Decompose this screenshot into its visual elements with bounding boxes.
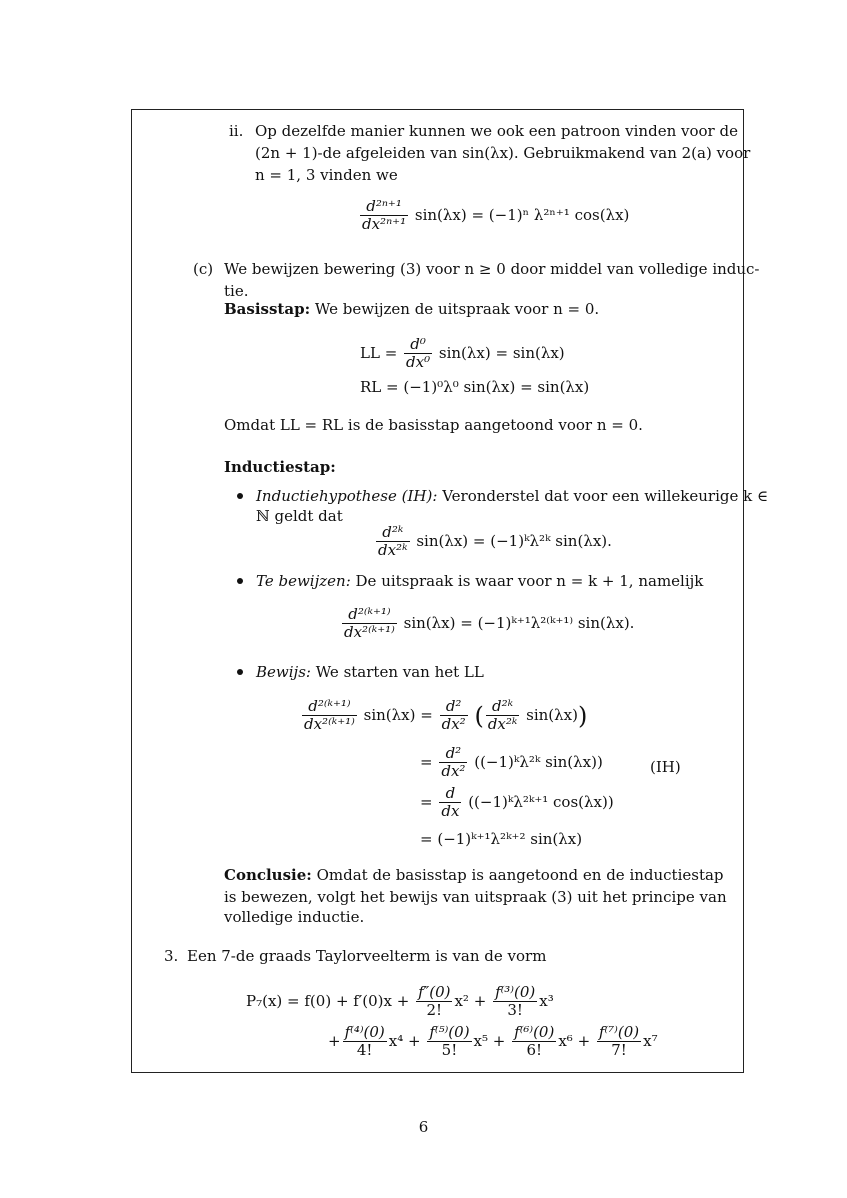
ih-tag: (IH) xyxy=(650,758,681,776)
fraction: $\frac{\text{d⁰}}{\text{dx⁰}}$ xyxy=(406,335,431,372)
fraction: $\frac{\text{f⁽³⁾(0)}}{3!}$ xyxy=(495,983,536,1020)
equation-ll: LL = $\frac{\text{d⁰}}{\text{dx⁰}}$ sin(λx) = sin(λx) xyxy=(360,335,565,372)
paragraph-line: Een 7-de graads Taylorveelterm is van de vorm xyxy=(187,947,547,965)
equation-to-prove: $\frac{\text{d²⁽ᵏ⁺¹⁾}}{\text{dx²⁽ᵏ⁺¹⁾}}$ sin(λx) = (−1)ᵏ⁺¹λ²⁽ᵏ⁺¹⁾ sin(λx). xyxy=(344,605,635,642)
fraction: $\frac{d}{dx}$ xyxy=(441,784,460,821)
ih-line: Inductiehypothese (IH): Veronderstel dat voor een willekeurige k ∈ xyxy=(256,487,769,505)
fraction: $\frac{\text{d²}}{\text{dx²}}$ xyxy=(441,744,466,781)
equation-ih: $\frac{\text{d²ᵏ}}{\text{dx²ᵏ}}$ sin(λx) = (−1)ᵏλ²ᵏ sin(λx). xyxy=(378,523,612,560)
paragraph-line: We bewijzen bewering (3) voor n ≥ 0 door middel van volledige induc- xyxy=(224,260,760,278)
page-number: 6 xyxy=(418,1118,429,1136)
fraction: $\frac{\text{d²}}{\text{dx²}}$ xyxy=(441,697,466,734)
fraction: $\frac{\text{d²ᵏ}}{\text{dx²ᵏ}}$ xyxy=(378,523,408,560)
bullet xyxy=(237,578,243,584)
fraction: $\frac{\text{d²⁽ᵏ⁺¹⁾}}{\text{dx²⁽ᵏ⁺¹⁾}}$ xyxy=(344,605,395,642)
fraction: $\frac{\text{d²ⁿ⁺¹}}{\text{dx²ⁿ⁺¹}}$ xyxy=(362,197,407,234)
proof-step-1: $\frac{\text{d²⁽ᵏ⁺¹⁾}}{\text{dx²⁽ᵏ⁺¹⁾}}$ sin(λx) = $\frac{\text{d²}}{\text{dx²}}$ ( $\frac{\text{d²ᵏ}}{\text{dx²ᵏ}}$ sin(λx)) xyxy=(304,697,588,734)
fraction: $\frac{\text{f⁽⁷⁾(0)}}{7!}$ xyxy=(598,1023,640,1060)
basis-heading: Basisstap: xyxy=(224,300,311,318)
fraction: $\frac{\text{d²ᵏ}}{\text{dx²ᵏ}}$ xyxy=(487,697,518,734)
fraction: $\frac{\text{f⁽⁶⁾(0)}}{6!}$ xyxy=(514,1023,555,1060)
conclusion-line: volledige inductie. xyxy=(224,908,365,926)
ih-line2: ℕ geldt dat xyxy=(256,507,343,525)
proof-step-4: = (−1)ᵏ⁺¹λ²ᵏ⁺² sin(λx) xyxy=(420,830,583,848)
fraction: $\frac{\text{f⁽⁵⁾(0)}}{5!}$ xyxy=(429,1023,470,1060)
equation-rl: RL = (−1)⁰λ⁰ sin(λx) = sin(λx) xyxy=(360,378,590,396)
conclusion-line: is bewezen, volgt het bewijs van uitspraak (3) uit het principe van xyxy=(224,888,727,906)
basis-line: Basisstap: We bewijzen de uitspraak voor n = 0. xyxy=(224,300,600,318)
fraction: $\frac{f''(0)}{2!}$ xyxy=(418,983,451,1020)
fraction: $\frac{\text{d²⁽ᵏ⁺¹⁾}}{\text{dx²⁽ᵏ⁺¹⁾}}$ xyxy=(304,697,355,734)
bullet xyxy=(237,669,243,675)
fraction: $\frac{\text{f⁽⁴⁾(0)}}{4!}$ xyxy=(344,1023,385,1060)
to-prove-line: Te bewijzen: De uitspraak is waar voor n = k + 1, namelijk xyxy=(256,572,704,590)
item-label-3: 3. xyxy=(164,947,179,965)
paragraph-line: tie. xyxy=(224,282,249,300)
proof-step-3: = $\frac{d}{dx}$ ((−1)ᵏλ²ᵏ⁺¹ cos(λx)) xyxy=(420,784,614,821)
equation-odd-derivative: $\frac{\text{d²ⁿ⁺¹}}{\text{dx²ⁿ⁺¹}}$ sin(λx) = (−1)ⁿ λ²ⁿ⁺¹ cos(λx) xyxy=(362,197,630,234)
item-label-ii: ii. xyxy=(229,122,244,140)
proof-line: Bewijs: We starten van het LL xyxy=(256,663,484,681)
paragraph-line: Op dezelfde manier kunnen we ook een patroon vinden voor de xyxy=(255,122,738,140)
basis-conclusion: Omdat LL = RL is de basisstap aangetoond voor n = 0. xyxy=(224,416,643,434)
bullet xyxy=(237,493,243,499)
paragraph-line: (2n + 1)-de afgeleiden van sin(λx). Gebruikmakend van 2(a) voor xyxy=(255,144,751,162)
proof-step-2: = $\frac{\text{d²}}{\text{dx²}}$ ((−1)ᵏλ²ᵏ sin(λx)) xyxy=(420,744,603,781)
induction-heading: Inductiestap: xyxy=(224,458,336,476)
taylor-line-1: P₇(x) = f(0) + f′(0)x + $\frac{f''(0)}{2!}$ x² + $\frac{\text{f⁽³⁾(0)}}{3!}$ x³ xyxy=(246,983,554,1020)
conclusion-line: Conclusie: Omdat de basisstap is aangetoond en de inductiestap xyxy=(224,866,724,884)
item-label-c: (c) xyxy=(193,260,214,278)
taylor-line-2: + $\frac{\text{f⁽⁴⁾(0)}}{4!}$ x⁴ + $\frac{\text{f⁽⁵⁾(0)}}{5!}$ x⁵ + $\frac{\text{f⁽⁶⁾(0)}}{6!}$ x⁶ + $\frac{\text{f⁽⁷⁾(0)}}{7!}$ x⁷ xyxy=(328,1023,658,1060)
paragraph-line: n = 1, 3 vinden we xyxy=(255,166,398,184)
